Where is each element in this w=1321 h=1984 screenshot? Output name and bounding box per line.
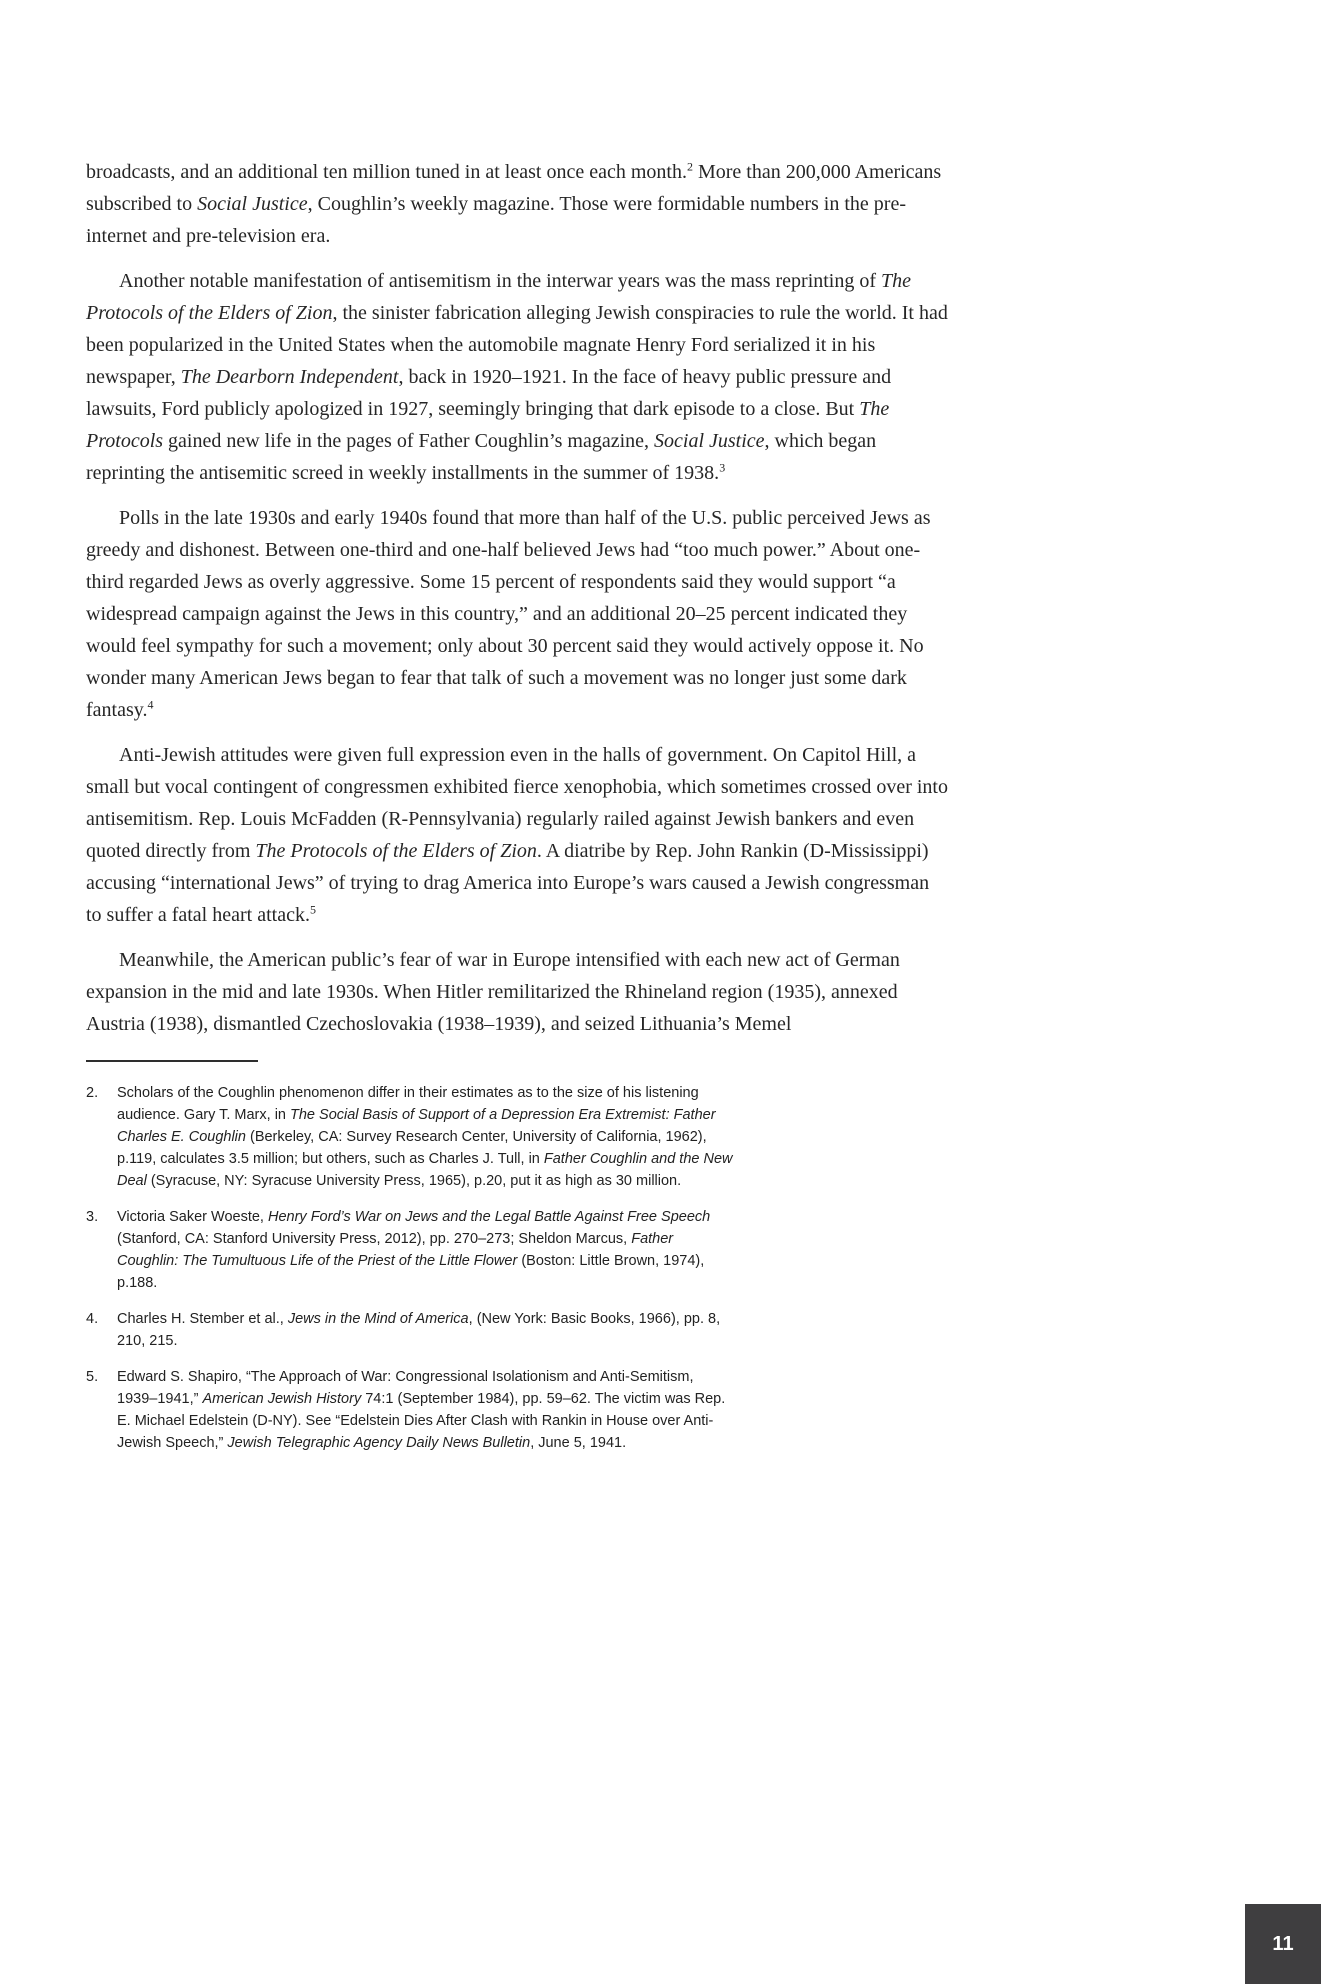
footnote-item	[86, 1308, 734, 1352]
text-run: , June 5, 1941.	[530, 1435, 627, 1451]
body-paragraph	[86, 944, 948, 1040]
text-run: . A diatribe by Rep. John Rankin (D-Mississippi) accusing “international Jews” of trying to drag America into Europe’s wars caused a Jewish congressman to suffer a fatal heart attack.	[86, 840, 930, 926]
footnote-text	[117, 1308, 734, 1352]
footnote-number: 4.	[86, 1311, 99, 1327]
text-run: Polls in the late 1930s and early 1940s found that more than half of the U.S. public perceived Jews as greedy and dishonest. Between one-third and one-half believed Jews had “too much power.” About one-third regarded Jews as overly aggressive. Some 15 percent of respondents said they would support “a widespread campaign against the Jews in this country,” and an additional 20–25 percent indicated they would feel sympathy for such a movement; only about 30 percent said they would actively oppose it. No wonder many American Jews began to fear that talk of such a movement was no longer just some dark fantasy.	[86, 507, 931, 721]
footnotes-block	[86, 1082, 734, 1468]
text-run: Meanwhile, the American public’s fear of war in Europe intensified with each new act of German expansion in the mid and late 1930s. When Hitler remilitarized the Rhineland region (1935), annexed Austria (1938), dismantled Czechoslovakia (1938–1939), and seized Lithuania’s Memel	[86, 949, 900, 1035]
italic-text-run: The Protocols of the Elders of Zion	[86, 270, 912, 324]
body-paragraph	[86, 265, 948, 489]
footnote-separator-rule	[86, 1060, 258, 1062]
footnote-item	[86, 1366, 734, 1454]
footnote-number: 2.	[86, 1085, 99, 1101]
text-run: , which began reprinting the antisemitic screed in weekly installments in the summer of 1938.	[86, 430, 877, 484]
page-number-box	[1245, 1904, 1321, 1984]
italic-text-run: The Dearborn Independent	[180, 366, 399, 388]
footnote-reference: 2	[686, 159, 693, 174]
text-run: Anti-Jewish attitudes were given full expression even in the halls of government. On Capitol Hill, a small but vocal contingent of congressmen exhibited fierce xenophobia, which sometimes crossed over into antisemitism. Rep. Louis McFadden (R-Pennsylvania) regularly railed against Jewish bankers and even quoted directly from	[86, 744, 948, 862]
italic-text-run: The Social Basis of Support of a Depression Era Extremist: Father Charles E. Coughlin	[117, 1107, 716, 1145]
text-run: (Boston: Little Brown, 1974), p.188.	[117, 1253, 705, 1291]
italic-text-run: Social Justice	[197, 193, 308, 215]
text-run: 74:1 (September 1984), pp. 59–62. The victim was Rep. E. Michael Edelstein (D-NY). See “Edelstein Dies After Clash with Rankin in House over Anti-Jewish Speech,”	[117, 1391, 726, 1451]
italic-text-run: Jews in the Mind of America	[287, 1311, 469, 1327]
footnote-reference: 5	[309, 902, 316, 917]
text-run: , the sinister fabrication alleging Jewish conspiracies to rule the world. It had been popularized in the United States when the automobile magnate Henry Ford serialized it in his newspaper,	[86, 302, 948, 388]
footnote-text	[117, 1206, 734, 1294]
text-run: Another notable manifestation of antisemitism in the interwar years was the mass reprinting of	[119, 270, 882, 292]
italic-text-run: Father Coughlin: The Tumultuous Life of the Priest of the Little Flower	[117, 1231, 674, 1269]
text-run: broadcasts, and an additional ten million tuned in at least once each month.	[86, 161, 687, 183]
text-run: , Coughlin’s weekly magazine. Those were formidable numbers in the pre-internet and pre-television era.	[86, 193, 906, 247]
footnote-item	[86, 1082, 734, 1192]
italic-text-run: The Protocols of the Elders of Zion	[255, 840, 537, 862]
footnote-reference: 3	[719, 460, 726, 475]
text-run: (Berkeley, CA: Survey Research Center, University of California, 1962), p.119, calculates 3.5 million; but others, such as Charles J. Tull, in	[117, 1129, 707, 1167]
text-run: , back in 1920–1921. In the face of heavy public pressure and lawsuits, Ford publicly apologized in 1927, seemingly bringing that dark episode to a close. But	[86, 366, 892, 420]
text-run: (Stanford, CA: Stanford University Press, 2012), pp. 270–273; Sheldon Marcus,	[117, 1231, 632, 1247]
italic-text-run: American Jewish History	[202, 1391, 362, 1407]
page-number: 11	[1272, 1932, 1294, 1955]
footnote-number: 5.	[86, 1369, 99, 1385]
footnote-text	[117, 1366, 734, 1454]
text-run: Scholars of the Coughlin phenomenon differ in their estimates as to the size of his listening audience. Gary T. Marx, in	[117, 1085, 699, 1123]
body-text-block	[86, 156, 948, 1053]
text-run: More than 200,000 Americans subscribed to	[86, 161, 942, 215]
text-run: Charles H. Stember et al.,	[117, 1311, 288, 1327]
italic-text-run: Jewish Telegraphic Agency Daily News Bulletin	[227, 1435, 531, 1451]
footnote-text	[117, 1082, 734, 1192]
footnote-reference: 4	[147, 697, 154, 712]
italic-text-run: The Protocols	[86, 398, 890, 452]
italic-text-run: Father Coughlin and the New Deal	[117, 1151, 733, 1189]
body-paragraph	[86, 739, 948, 931]
footnote-number: 3.	[86, 1209, 99, 1225]
text-run: Edward S. Shapiro, “The Approach of War: Congressional Isolationism and Anti-Semitism, 1939–1941,”	[117, 1369, 694, 1407]
text-run: (Syracuse, NY: Syracuse University Press, 1965), p.20, put it as high as 30 million.	[146, 1173, 682, 1189]
text-run: gained new life in the pages of Father Coughlin’s magazine,	[163, 430, 655, 452]
text-run: , (New York: Basic Books, 1966), pp. 8, 210, 215.	[117, 1311, 721, 1349]
body-paragraph	[86, 156, 948, 252]
footnote-item	[86, 1206, 734, 1294]
italic-text-run: Social Justice	[654, 430, 765, 452]
text-run: Victoria Saker Woeste,	[117, 1209, 268, 1225]
body-paragraph	[86, 502, 948, 726]
italic-text-run: Henry Ford’s War on Jews and the Legal Battle Against Free Speech	[267, 1209, 711, 1225]
